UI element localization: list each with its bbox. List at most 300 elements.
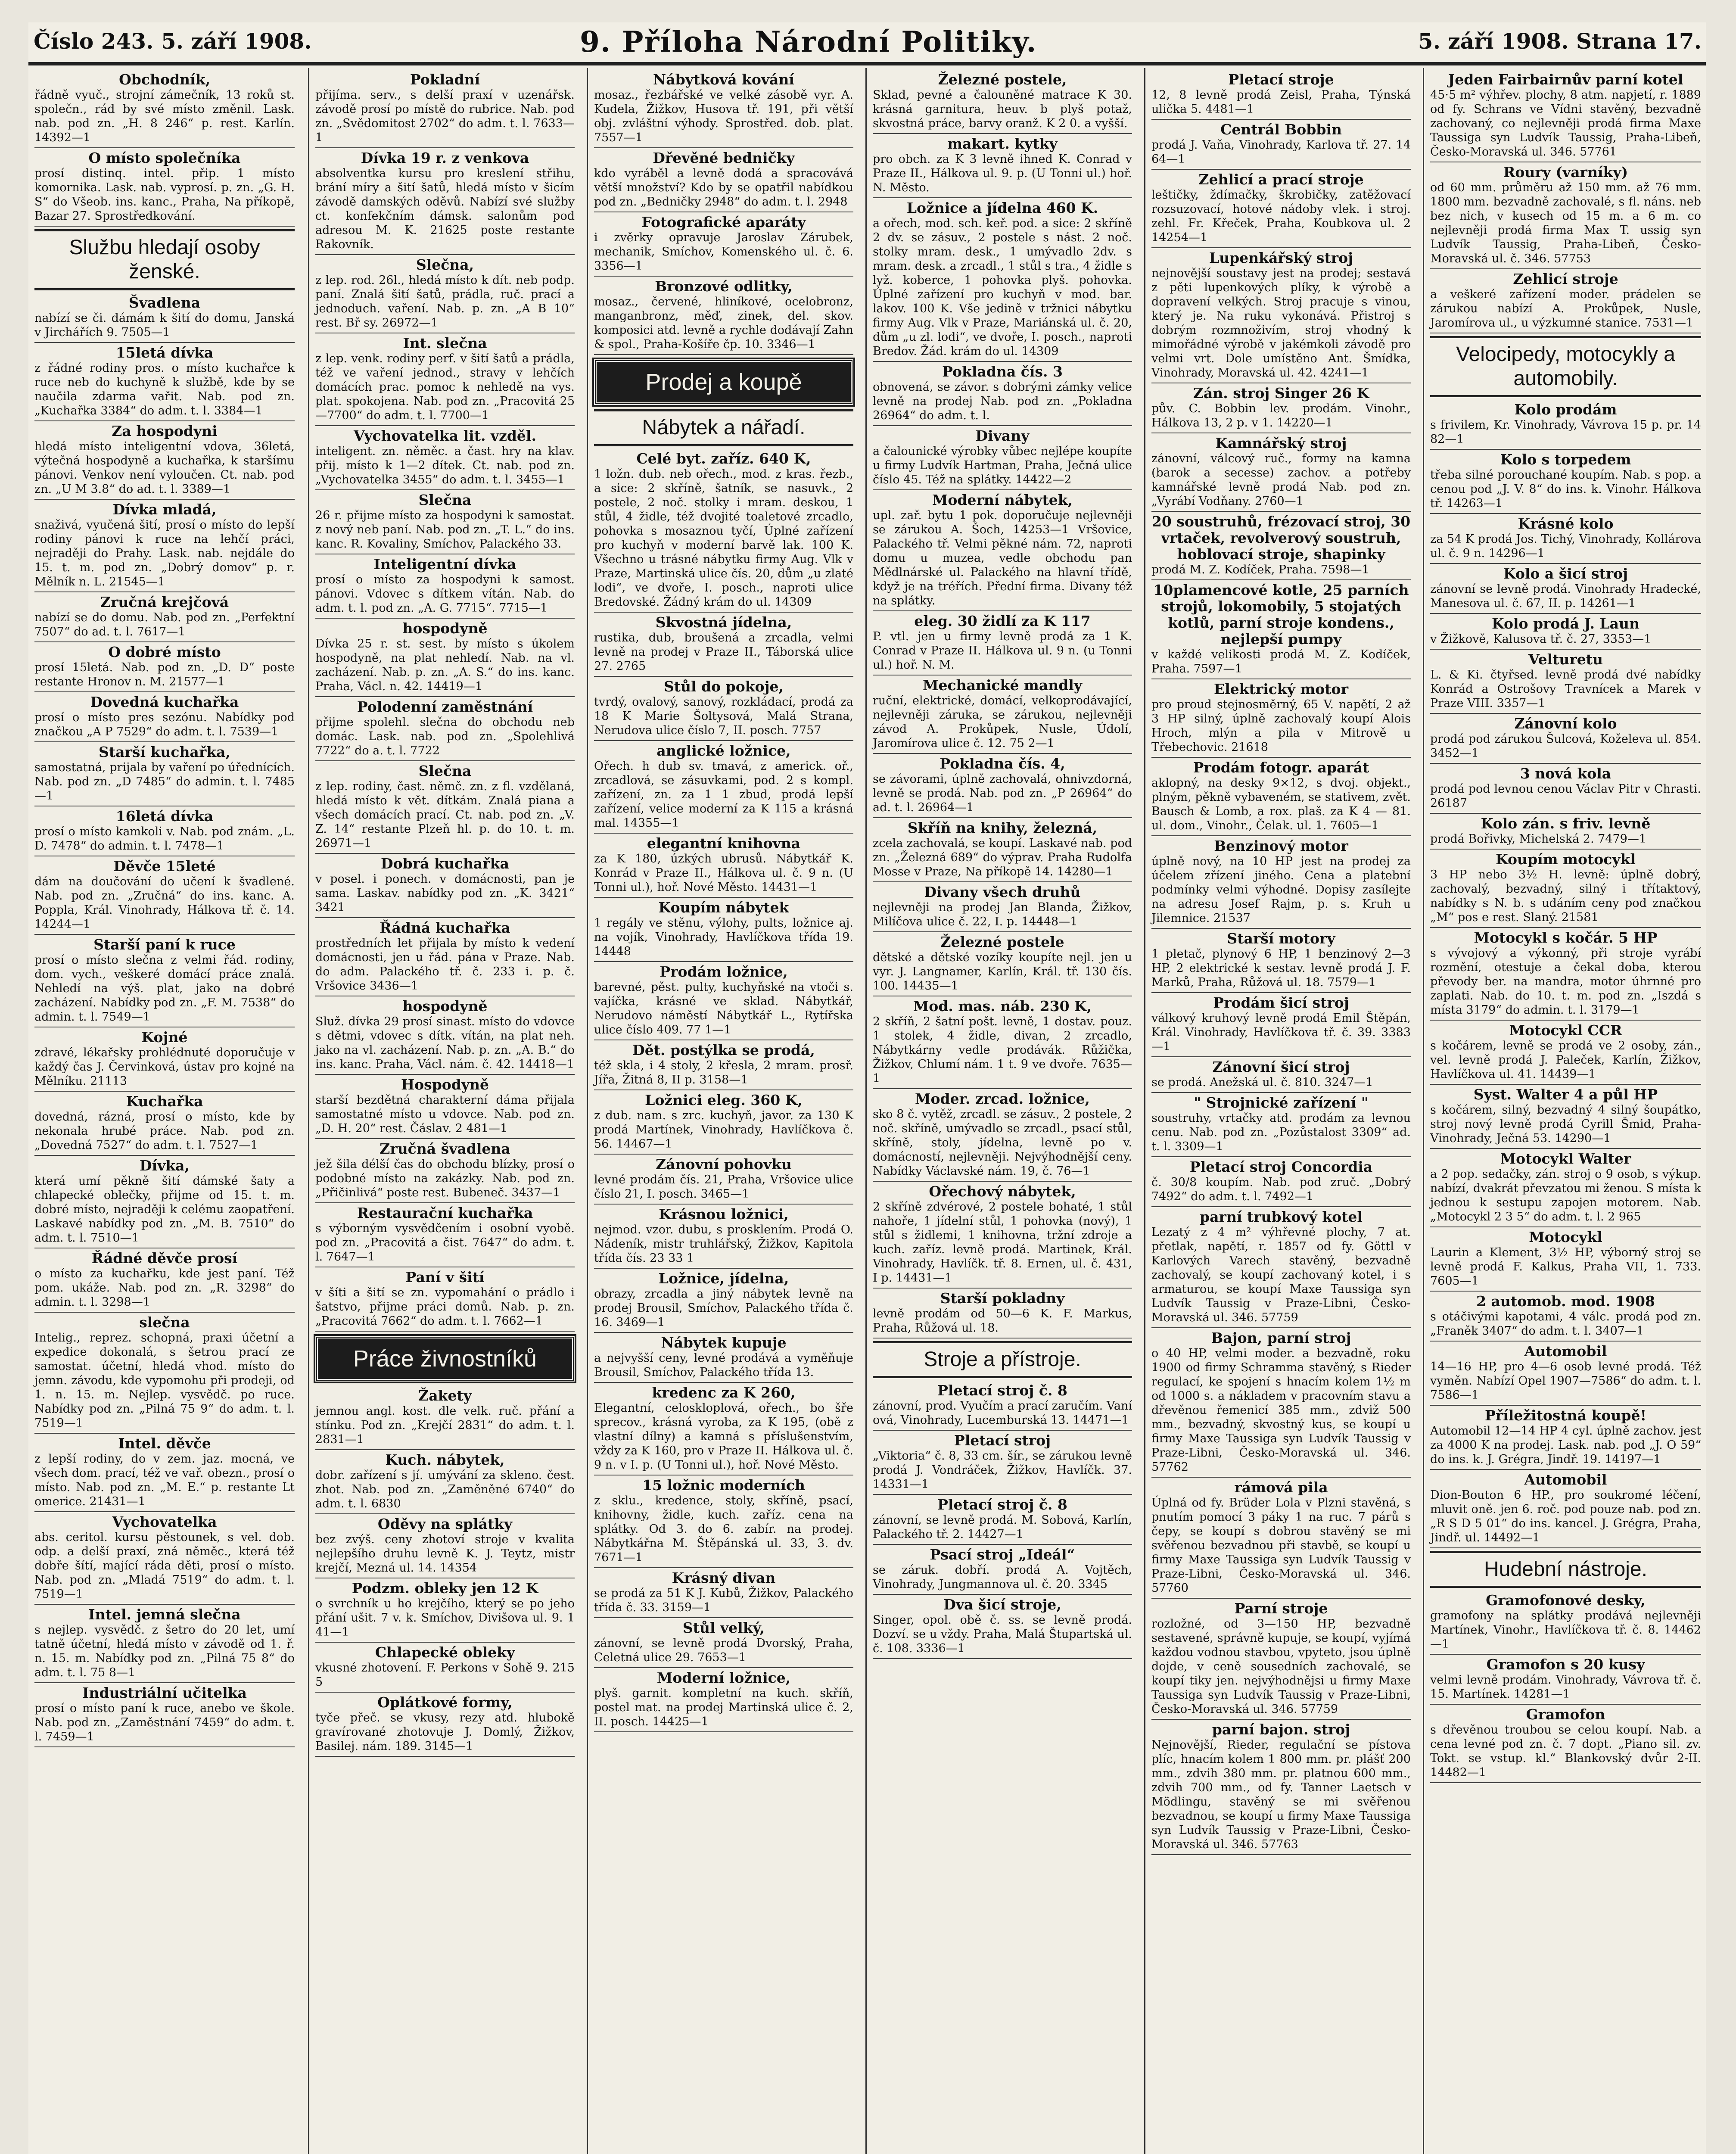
classified-ad xyxy=(1151,1207,1411,1328)
classified-ad xyxy=(34,1434,295,1512)
column-4 xyxy=(865,68,1138,2154)
ad-title: Ložnice, jídelna, xyxy=(658,1270,789,1287)
classified-ad xyxy=(873,70,1132,134)
ad-title: 15 ložnic moderních xyxy=(642,1477,805,1494)
classified-ad xyxy=(1151,383,1411,433)
classified-ad xyxy=(873,675,1132,754)
ad-title: makart. kytky xyxy=(947,135,1058,152)
ad-text: „Viktoria“ č. 8, 33 cm. šír., se zárukou levně prodá J. Vondráček, Žižkov, Havlíčk. 37. 14331—1 xyxy=(873,1449,1132,1491)
classified-ad xyxy=(315,1450,575,1514)
ad-title: 15letá dívka xyxy=(115,344,214,361)
classified-ad xyxy=(873,1182,1132,1289)
ad-title: Starší pokladny xyxy=(940,1290,1065,1307)
ad-title: Motocykl Walter xyxy=(1500,1150,1631,1167)
classified-ad xyxy=(873,1545,1132,1595)
ad-text: v Žižkově, Kalusova tř. č. 27, 3353—1 xyxy=(1430,632,1652,646)
classified-ad xyxy=(315,490,575,554)
ad-title: Kojné xyxy=(141,1029,188,1046)
ad-title: Oplátkové formy, xyxy=(377,1694,513,1711)
classified-ad xyxy=(873,1289,1132,1338)
classified-ad xyxy=(873,1381,1132,1431)
ad-text: za K 180, úzkých ubrusů. Nábytkář K. Konrád v Praze II., Hálkova ul. č. 9 n. (U Tonni ul.), hoř. Nové Město. 14431—1 xyxy=(594,852,853,894)
section-heading: Stroje a přístroje. xyxy=(873,1341,1132,1378)
classified-ad xyxy=(1430,928,1701,1021)
ad-title: Intel. děvče xyxy=(118,1435,211,1452)
ad-text: z řádné rodiny pros. o místo kuchařce k ruce neb do kuchyně k službě, kde by se naučila zdarma vařit. Nab. pod zn. „Kuchařka 3384“ do adm. t. l. 3384—1 xyxy=(34,361,295,417)
ad-text: ruční, elektrické, domácí, velkoprodávající, nejlevněji záruka, se zárukou, nejlevněji závod A. Prokůpek, Nusle, Údolí, Jaromírova ulice č. 12. 75 2—1 xyxy=(873,694,1132,750)
ad-text: s otáčivými kapotami, 4 válc. prodá pod zn. „Franěk 3407“ do adm. t. l. 3407—1 xyxy=(1430,1310,1701,1338)
classified-ad xyxy=(873,362,1132,426)
ad-text: Dion-Bouton 6 HP., pro soukromé léčení, mluvit oně. jen 6. roč. pod pouze nab. pod zn. „R S D 5 01“ do ins. kancel. J. Grégra, Praha, Jindř. ul. 14492—1 xyxy=(1430,1488,1701,1544)
classified-ad xyxy=(873,134,1132,198)
ad-title: Kamnářský stroj xyxy=(1215,435,1347,451)
classified-ad xyxy=(1430,400,1701,450)
ad-text: L. & Ki. čtyřsed. levně prodá dvé nabídky Konrád a Ostrošovy Travnícek a Marek v Praze VIII. 3357—1 xyxy=(1430,668,1701,710)
classified-ad xyxy=(594,1333,853,1383)
ad-text: a 2 pop. sedačky, zán. stroj o 9 osob, s výkup. nabízí, dvakrát převzatou mi ženou. S místa k jednou k sestupu zapojen motorem. Nab. „Motocykl 2 3 5“ do adm. t. l. 2 965 xyxy=(1430,1167,1701,1223)
ad-text: leštičky, ždímačky, škrobičky, zatěžovací rozsuzovací, hotové nádoby vlek. i stroj. zehl. Fr. Křeček, Praha, Koubkova ul. 2 14254—1 xyxy=(1151,188,1411,244)
ad-text: dám na doučování do učení k švadlené. Nab. pod zn. „Zručná“ do ins. kanc. A. Poppla, Král. Vinohrady, Hálkova tř. č. 14. 14244—1 xyxy=(34,875,295,931)
ad-title: Celé byt. zaříz. 640 K, xyxy=(636,450,811,467)
ad-title: Mechanické mandly xyxy=(922,677,1083,694)
classified-ad xyxy=(873,932,1132,996)
ad-text: z lep. rod. 26l., hledá místo k dít. neb podp. paní. Znalá šití šatů, prádla, ruč. prací a jednoduch. vaření. Nab. p. zn. „A B 10“ rest. Bř sy. 26972—1 xyxy=(315,274,575,330)
ad-text: zánovní, prod. Vyučím a prací zaručím. Vaní ová, Vinohrady, Lucemburská 13. 14471—1 xyxy=(873,1399,1132,1427)
ad-text: z lepší rodiny, do v zem. jaz. mocná, ve všech dom. prací, též ve vař. obezn., prosí o místo. Nab. pod zn. „M. E.“ p. restante Lt omerice. 21431—1 xyxy=(34,1452,295,1508)
classified-ad xyxy=(315,619,575,697)
ad-text: Intelig., reprez. schopná, praxi účetní a expedice dokonalá, s šetrou prací ze samostat. účetní, hledá vhod. místo do jemn. závodu, kde vypomohu při prodeji, od 1. n. 15. m. Nejlep. vysvědč. po ruce. Nabídky pod zn. „Pilná 75 9“ do adm. t. l. 7519—1 xyxy=(34,1331,295,1430)
ad-title: Vychovatelka xyxy=(112,1513,217,1530)
ad-text: prosí o místo kamkoli v. Nab. pod znám. „L. D. 7478“ do admin. t. l. 7478—1 xyxy=(34,825,295,853)
classified-ad xyxy=(315,996,575,1075)
ad-title: Oděvy na splátky xyxy=(377,1516,513,1532)
classified-ad xyxy=(873,1595,1132,1659)
ad-title: Skříň na knihy, železná, xyxy=(907,819,1098,836)
classified-ad xyxy=(873,198,1132,362)
ad-title: Intel. jemná slečna xyxy=(88,1606,241,1623)
ad-text: zánovní se levně prodá. Vinohrady Hradecké, Manesova ul. č. 67, II. p. 14261—1 xyxy=(1430,582,1701,610)
ad-title: Krásnou ložnici, xyxy=(659,1206,789,1223)
ad-text: prosí o místo paní k ruce, anebo ve škole. Nab. pod zn. „Zaměstnání 7459“ do adm. t. l. 7459—1 xyxy=(34,1702,295,1743)
ad-text: levně prodám od 50—6 K. F. Markus, Praha, Růžová ul. 18. xyxy=(873,1307,1132,1335)
ad-title: Příležitostná koupě! xyxy=(1485,1407,1646,1424)
ad-text: barevné, pěst. pulty, kuchyňské na vtoči s. vajíčka, krásné ve sklad. Nábytkář, Nerudovo náměstí Nábytkář L., Rytířska ulice číslo 409. 77 1—1 xyxy=(594,981,853,1037)
ad-title: 3 nová kola xyxy=(1520,765,1612,782)
ad-text: jež šila délší čas do obchodu blízky, prosí o podobné místo na zakázky. Nab. pod zn. „Přičinlivá“ poste rest. Bubeneč. 3437—1 xyxy=(315,1158,575,1199)
ad-text: prosí 15letá. Nab. pod zn. „D. D“ poste restante Hronov n. M. 21577—1 xyxy=(34,661,295,688)
classified-ad xyxy=(1430,70,1701,162)
classified-ad xyxy=(1151,248,1411,383)
ad-text: P. vtl. jen u firmy levně prodá za 1 K. Conrad v Praze II. Hálkova ul. 9 n. (u Tonni ul.) hoř. N. M. xyxy=(873,630,1132,672)
classified-ad xyxy=(315,1267,575,1332)
ad-text: Ořech. h dub sv. tmavá, z americk. oř., zrcadlová, se zásuvkami, pod. 2 s kompl. zařízení, zn. za 1 1 zbud, prodá lepší zařízení, velice moderní za K 115 a krásná mal. 14355—1 xyxy=(594,760,853,830)
ad-text: dětské a dětské vozíky koupíte nejl. jen u vyr. J. Langnamer, Karlín, Král. tř. 130 čís. 100. 14435—1 xyxy=(873,951,1132,993)
ad-title: Pletací stroj č. 8 xyxy=(937,1382,1067,1399)
ad-text: 3 HP nebo 3½ H. levně: úplně dobrý, zachovalý, bezvadný, silný i třítaktový, nabídky s N. b. s udáním ceny pod značkou „M“ pos e rest. Slaný. 21581 xyxy=(1430,868,1701,924)
ad-text: mosaz., červené, hliníkové, ocelobronz, manganbronz, měď, zinek, del. skov. komposici atd. levně a rychle dodávají Zahn & spol., Praha-Košíře čp. 10. 3346—1 xyxy=(594,295,853,351)
ad-title: Automobil xyxy=(1524,1471,1607,1488)
classified-ad xyxy=(315,1075,575,1139)
ad-text: s dřevěnou troubou se celou koupí. Nab. a cena levné pod zn. č. 7 dopt. „Piano sil. zv. Tokt. se vstup. kl.“ Blankovský dvůr 2-II. 14482—1 xyxy=(1430,1723,1701,1779)
column-3 xyxy=(587,68,859,2154)
classified-ad xyxy=(1430,1021,1701,1085)
ad-title: Kuch. nábytek, xyxy=(385,1451,505,1468)
ad-title: Gramofon s 20 kusy xyxy=(1486,1656,1645,1673)
classified-ad xyxy=(594,1618,853,1668)
ad-title: 20 soustruhů, frézovací stroj, 30 vrtaček, revolverový soustruh, hoblovací stroje, shapinky xyxy=(1151,513,1411,563)
ad-title: Slečna xyxy=(418,763,472,779)
classified-ad xyxy=(34,148,295,227)
classified-ad xyxy=(34,935,295,1027)
ad-text: s vývojový a výkonný, při stroje vyrábí rozmění, otestuje a čekal doba, kterou převody ber. na mandra, motor úhrnné pro zaplati. Nab. do 10. t. m. pod zn. „Iszdá s místa 3179“ do admin. t. l. 3179—1 xyxy=(1430,946,1701,1017)
newspaper-page xyxy=(28,22,1706,2154)
classified-ad xyxy=(315,70,575,148)
ad-title: Kuchařka xyxy=(126,1093,203,1110)
classified-ad xyxy=(594,962,853,1040)
classified-ad xyxy=(34,806,295,856)
ad-text: od 60 mm. průměru až 150 mm. až 76 mm. 1800 mm. bezvadně zachovalé, s fl. náns. neb bez nich, v kusech od 15 m. a 6 m. co nejlevněji prodá firma Max T. ussig syn Ludvík Taussig, Praha-Libeň, Česko-Moravská ul. č. 346. 57753 xyxy=(1430,181,1701,265)
ad-title: Dřevěné bedničky xyxy=(653,149,795,166)
ad-title: Gramofon xyxy=(1526,1706,1605,1723)
ad-text: 14—16 HP, pro 4—6 osob levné prodá. Též vyměn. Nabízí Opel 1907—7586“ do adm. t. l. 7586—1 xyxy=(1430,1360,1701,1402)
ad-text: z lep. rodiny, čast. němč. zn. z fl. vzdělaná, hledá místo k vět. dítkám. Znalá piana a všech domácích prací. Ct. nab. pod zn. „V. Z. 14“ restante Plzeň hl. p. do 10. t. m. 26971—1 xyxy=(315,780,575,850)
classified-ad xyxy=(1151,433,1411,512)
classified-ad xyxy=(1151,993,1411,1057)
ad-title: Motocykl xyxy=(1529,1229,1602,1245)
classified-ad xyxy=(1151,1478,1411,1599)
ad-title: O dobré místo xyxy=(108,644,221,660)
ad-title: Pletací stroje xyxy=(1228,71,1334,88)
ad-text: zánovní, válcový ruč., formy na kamna (barok a secesse) zachov. a potřeby kamnářské levně prodá Nab. pod zn. „Vyrábí Vodňany. 2760—1 xyxy=(1151,452,1411,508)
ad-text: samostatná, prijala by vaření po úřednících. Nab. pod zn. „D 7485“ do admin. t. l. 7485—1 xyxy=(34,761,295,803)
column-6 xyxy=(1423,68,1707,2154)
ad-title: Zánovní kolo xyxy=(1514,715,1617,732)
ad-text: upl. zař. bytu 1 pok. doporučuje nejlevněji se zárukou A. Šoch, 14253—1 Vršovice, Palackého tř. Velmi pěkné nám. 72, naproti domu u muzea, vedle obchodu pan Mědlnárské ul. Palackého na hlavní třídě, když je na tréřích. Přední firma. Divany též na splátky. xyxy=(873,509,1132,607)
ad-text: a veškeré zařízení moder. prádelen se zárukou nabízí A. Prokůpek, Nusle, Jaromírova ul., u výzkumné stanice. 7531—1 xyxy=(1430,288,1701,330)
ad-text: a čalounické výrobky vůbec nejlépe koupíte u firmy Ludvík Hartman, Praha, Ječná ulice číslo 45. Též na splátky. 14422—2 xyxy=(873,445,1132,486)
column-1 xyxy=(28,68,301,2154)
ad-text: Nejnovější, Rieder, regulační se pístova plíc, hnacím kolem 1 800 mm. pr. plášť 200 mm., zdvih 380 mm. pr. platnou 600 mm., zdvih 700 mm., od fy. Tanner Laetsch v Mödlingu, stavěný se mi svěřenou bezvadnou, se koupí u firmy Maxe Taussiga syn Ludvík Taussig v Praze-Libni, Česko-Moravská ul. 346. 57763 xyxy=(1151,1738,1411,1851)
classified-ad xyxy=(34,1313,295,1434)
ad-title: Slečna xyxy=(418,492,472,508)
classified-ad xyxy=(594,1205,853,1269)
classified-ad xyxy=(315,426,575,490)
ad-title: Zručná krejčová xyxy=(100,594,229,610)
ad-title: Chlapecké obleky xyxy=(375,1644,515,1661)
ad-text: v posel. i ponech. v domácnosti, pan je sama. Laskav. nabídky pod zn. „K. 3421“ 3421 xyxy=(315,872,575,914)
classified-ad xyxy=(873,754,1132,818)
ad-title: Starší motory xyxy=(1227,930,1335,947)
ad-title: Krásný divan xyxy=(672,1569,776,1586)
classified-ad xyxy=(873,426,1132,490)
ad-text: s frivilem, Kr. Vinohrady, Vávrova 15 p. pr. 14 82—1 xyxy=(1430,418,1701,446)
ad-title: rámová pila xyxy=(1234,1479,1328,1496)
classified-ad xyxy=(594,1090,853,1155)
ad-text: Laurin a Klement, 3½ HP, výborný stroj se levně prodá F. Kalkus, Praha VII, 1. 733. 7605—1 xyxy=(1430,1246,1701,1288)
ad-text: Singer, opol. obě č. ss. se levně prodá. Dozví. se u vždy. Praha, Malá Štupartská ul. č. 108. 3336—1 xyxy=(873,1613,1132,1655)
classified-ad xyxy=(34,1683,295,1747)
classified-ad xyxy=(1430,514,1701,564)
classified-ad xyxy=(594,277,853,355)
ad-text: s kočárem, levně se prodá ve 2 osoby, zán., vel. levně prodá J. Paleček, Karlín, Žižkov, Havlíčkova ul. 41. 14439—1 xyxy=(1430,1039,1701,1081)
ad-text: z sklu., kredence, stoly, skříně, psací, knihovny, židle, kuch. zaříz. cena na splátky. Od 3. do 6. zabír. na prodej. Nábytkářna M. Štěpánská ul. 33, 3. dv. 7671—1 xyxy=(594,1494,853,1564)
classified-columns xyxy=(28,68,1706,2154)
ad-title: Mod. mas. náb. 230 K, xyxy=(913,998,1092,1015)
ad-title: Stůl do pokoje, xyxy=(663,678,784,695)
ad-text: absolventka kursu pro kreslení střihu, brání míry a šití šatů, hledá místo v šicím závodě damských oděvů. Nabízí své služby ct. konfekčním dámsk. salonům pod adresou M. K. 21625 poste restante Rakovník. xyxy=(315,167,575,251)
ad-title: Nábytková kování xyxy=(653,71,794,88)
ad-title: Ořechový nábytek, xyxy=(929,1183,1076,1200)
ad-text: přijíma. serv., s delší praxí v uzenářsk. závodě prosí po místě do rubrice. Nab. pod zn. „Svědomitost 2702“ do adm. t. l. 7633—1 xyxy=(315,88,575,144)
classified-ad xyxy=(315,554,575,619)
classified-ad xyxy=(315,1139,575,1203)
ad-title: Psací stroj „Ideál“ xyxy=(930,1546,1075,1563)
ad-title: Kolo zán. s friv. levně xyxy=(1481,815,1651,832)
ad-title: Nábytek kupuje xyxy=(661,1334,787,1351)
ad-text: prostředních let přijala by místo k vedení domácnosti, jen u řád. pána v Praze. Nab. do adm. Palackého tř. č. 233 i. p. č. Vršovice 3436—1 xyxy=(315,937,575,993)
ad-text: 1 ložn. dub. neb ořech., mod. z kras. řezb., a sice: 2 skříně, šatník, se nasuvk., 2 postele, 2 noč. stolky i mram. deskou, 1 stůl, 4 židle, též dvojité toaletové zrcadlo, pohovka s mosaznou tyčí, Úplné zařízení pro kuchyň v moderní barvě lak. 100 K. Všechno u trásné nábytku firmy Aug. Vlk v Praze, Martinská ulice čís. 20, dům „u zlaté lodi“, ve dvoře, I. posch., naproti ulice Bredovské. Žádný krám do ul. 14309 xyxy=(594,467,853,609)
ad-title: Ložnici eleg. 360 K, xyxy=(645,1092,803,1108)
classified-ad xyxy=(1151,580,1411,679)
ad-text: též skla, i 4 stoly, 2 křesla, 2 mram. prosř. Jířa, Žitná 8, II p. 3158—1 xyxy=(594,1059,853,1086)
classified-ad xyxy=(873,1089,1132,1182)
section-banner: Práce živnostníků xyxy=(315,1336,575,1382)
classified-ad xyxy=(873,882,1132,932)
ad-text: v šíti a šití se zn. vypomahání o prádlo i šatstvo, přijme práci domů. Nab. p. zn. „Pracovitá 7662“ do adm. t. l. 7662—1 xyxy=(315,1286,575,1328)
ad-title: Prodám fotogr. aparát xyxy=(1193,759,1369,776)
ad-text: pův. C. Bobbin lev. prodám. Vinohr., Hálkova 13, 2 p. v 1. 14220—1 xyxy=(1151,402,1411,430)
ad-title: Dívka, xyxy=(139,1157,190,1174)
ad-title: hospodyně xyxy=(402,620,488,637)
classified-ad xyxy=(1151,512,1411,580)
ad-text: s kočárem, silný, bezvadný 4 silný šoupátko, stroj nový levně prodá Cyrill Šmid, Praha-Vinohrady, Ječná 53. 14290—1 xyxy=(1430,1103,1701,1145)
classified-ad xyxy=(873,611,1132,675)
issue-number: Číslo 243. 5. září 1908. xyxy=(34,28,312,54)
ad-title: Dívka mladá, xyxy=(112,501,217,518)
classified-ad xyxy=(594,212,853,277)
ad-text: se záruk. dobří. prodá A. Vojtěch, Vinohrady, Jungmannova ul. č. 20. 3345 xyxy=(873,1563,1132,1591)
ad-title: Divany všech druhů xyxy=(924,884,1081,900)
ad-text: č. 30/8 koupím. Nab. pod zruč. „Dobrý 7492“ do adm. t. l. 7492—1 xyxy=(1151,1176,1411,1203)
classified-ad xyxy=(594,1155,853,1205)
ad-title: Elektrický motor xyxy=(1214,681,1348,697)
ad-title: Centrál Bobbin xyxy=(1220,121,1342,138)
classified-ad xyxy=(315,1203,575,1267)
ad-text: mosaz., řezbářské ve velké zásobě vyr. A. Kudela, Žižkov, Husova tř. 191, při větší obj. zvláštní výhody. Sprostřed. dob. plat. 7557—1 xyxy=(594,88,853,144)
classified-ad xyxy=(1151,1093,1411,1157)
classified-ad xyxy=(1430,1470,1701,1548)
ad-title: Za hospodyni xyxy=(112,423,218,439)
classified-ad xyxy=(1151,70,1411,120)
ad-title: Parní stroje xyxy=(1234,1600,1328,1617)
ad-title: anglické ložnice, xyxy=(656,742,791,759)
ad-title: Lupenkářský stroj xyxy=(1209,249,1353,266)
ad-text: sko 8 č. vytěž, zrcadl. se zásuv., 2 postele, 2 noč. skříně, umývadlo se zrcadl., psací stůl, skříně, stoly, jídelna, levně po v. domácností, nejlevněji. Nejvýhodnější ceny. Nabídky Václavské nám. 19, č. 76—1 xyxy=(873,1108,1132,1178)
ad-text: prosí o místo pres sezónu. Nabídky pod značkou „A P 7529“ do adm. t. l. 7539—1 xyxy=(34,711,295,738)
ad-text: tvrdý, ovalový, sanový, rozkládací, prodá za 18 K Marie Šoltysová, Malá Strana, Nerudova ulice číslo 7, II. posch. 7757 xyxy=(594,695,853,737)
section-banner: Prodej a koupě xyxy=(594,359,853,405)
classified-ad xyxy=(1151,120,1411,170)
ad-title: Syst. Walter 4 a půl HP xyxy=(1473,1086,1658,1103)
ad-text: přijme spolehl. slečna do obchodu neb domác. Lask. nab. pod zn. „Spolehlivá 7722“ do a. t. l. 7722 xyxy=(315,716,575,757)
classified-ad xyxy=(1430,564,1701,614)
ad-text: a nejvyšší ceny, levné prodává a vyměňuje Brousil, Smíchov, Palackého třída 13. xyxy=(594,1351,853,1379)
ad-title: Švadlena xyxy=(128,294,201,311)
classified-ad xyxy=(1151,1328,1411,1478)
ad-title: Pletací stroj č. 8 xyxy=(937,1496,1067,1513)
ad-text: 26 r. přijme místo za hospodyni k samostat. z nový neb paní. Nab. pod zn. „T. L.“ do ins. kanc. R. Kovaliny, Smíchov, Palackého 33. xyxy=(315,509,575,551)
classified-ad xyxy=(34,1248,295,1313)
classified-ad xyxy=(315,1693,575,1757)
classified-ad xyxy=(594,613,853,677)
ad-text: a ořech, mod. sch. keř. pod. a sice: 2 skříně 2 dv. se zásuv., 2 postele s nást. 2 noč. stolky mram. desk., 1 umývadlo 2dv. s mram. desk. a zrcadl., 1 stůl s tra., 4 židle s lyž. koberce, 1 pohovka plyš. pohovka. Úplné zařízení pro kuchyň v mod. bar. lakov. 100 K. Vše jedině v tržnici nábytku firmy Aug. Vlk v Praze, Mariánská ul. č. 20, dům „u zl. lodi“, ve dvoře, I. posch., naproti Bredov. Žád. krám do ul. 14309 xyxy=(873,217,1132,358)
ad-title: Bajon, parní stroj xyxy=(1211,1329,1351,1346)
ad-text: 12, 8 levně prodá Zeisl, Praha, Týnská ulička 5. 4481—1 xyxy=(1151,88,1411,116)
ad-title: Pletací stroj xyxy=(954,1432,1051,1449)
ad-text: Automobil 12—14 HP 4 cyl. úplně zachov. jest za 4000 K na prodej. Lask. nab. pod „J. O 59“ do ins. k. J. Grégra, Jindř. 19. 14197—1 xyxy=(1430,1424,1701,1466)
classified-ad xyxy=(1430,450,1701,514)
ad-text: starší bezdětná charakterní dáma přijala samostatné místo u vdovce. Nab. pod zn. „D. H. 20“ rest. Čáslav. 2 481—1 xyxy=(315,1093,575,1135)
ad-text: prodá pod levnou cenou Václav Pitr v Chrasti. 26187 xyxy=(1430,782,1701,810)
classified-ad xyxy=(873,1431,1132,1495)
ad-title: Obchodník, xyxy=(119,71,210,88)
ad-title: slečna xyxy=(139,1314,190,1331)
ad-text: gramofony na splátky prodává nejlevněji Martínek, Vinohr., Havlíčkova tř. č. 8. 14462—1 xyxy=(1430,1609,1701,1651)
classified-ad xyxy=(1151,929,1411,993)
classified-ad xyxy=(315,1386,575,1450)
classified-ad xyxy=(34,70,295,148)
ad-title: kredenc za K 260, xyxy=(652,1384,796,1401)
classified-ad xyxy=(1430,764,1701,814)
ad-title: Zručná švadlena xyxy=(380,1140,510,1157)
ad-text: Dívka 25 r. st. sest. by místo s úkolem hospodyně, na plat nehledí. Nab. na vl. zacházení. Nab. p. zn. „A. S.“ do ins. kanc. Praha, Václ. n. 42. 14419—1 xyxy=(315,637,575,693)
classified-ad xyxy=(873,490,1132,611)
classified-ad xyxy=(594,1568,853,1618)
classified-ad xyxy=(34,592,295,642)
ad-title: eleg. 30 židlí za K 117 xyxy=(914,613,1091,629)
ad-text: Úplná od fy. Brüder Lola v Plzni stavěná, s pnutím pomocí 3 páky 1 na ruc. 7 párů s čepy, se koupí s dobrou stavěný se mi svěřenou bezvadnou při stavbě, se koupí u firmy Maxe Taussiga syn Ludvík Taussig v Praze-Libni, Česko-Moravská ul. 346. 57760 xyxy=(1151,1496,1411,1595)
ad-text: velmi levně prodám. Vinohrady, Vávrova tř. č. 15. Martínek. 14281—1 xyxy=(1430,1673,1701,1701)
ad-text: se prodá. Anežská ul. č. 810. 3247—1 xyxy=(1151,1076,1373,1089)
ad-title: Fotografické aparáty xyxy=(641,214,806,230)
classified-ad xyxy=(315,255,575,333)
ad-text: prodá M. Z. Kodíček, Praha. 7598—1 xyxy=(1151,563,1369,576)
classified-ad xyxy=(1430,1591,1701,1655)
ad-text: 2 skříň, 2 šatní pošt. levně, 1 dostav. pouz. 1 stolek, 4 židle, divan, 2 zrcadlo, Nábytkárny vedle prodávák. Růžička, Žižkov, Chlumí nám. 1 t. 9 ve dvoře. 7635—1 xyxy=(873,1015,1132,1085)
ad-text: zdravé, lékařsky prohlédnuté doporučuje v každý čas J. Červinková, ústav pro kojné na Mělníku. 21113 xyxy=(34,1046,295,1088)
ad-title: Řádné děvče prosí xyxy=(91,1250,238,1267)
ad-title: Koupím motocykl xyxy=(1496,851,1636,868)
ad-text: hledá místo inteligentní vdova, 36letá, výtečná hospodyně a kuchařka, k staršímu pánovi. Venkov není vyloučen. Ct. nab. pod zn. „U M 3.8“ do ad. t. l. 3389—1 xyxy=(34,440,295,496)
classified-ad xyxy=(594,70,853,148)
ad-text: válkový kruhový levně prodá Emil Štěpán, Král. Vinohrady, Havlíčkova tř. č. 39. 3383—1 xyxy=(1151,1012,1411,1053)
classified-ad xyxy=(594,1475,853,1568)
classified-ad xyxy=(1151,1720,1411,1855)
classified-ad xyxy=(1430,269,1701,333)
ad-title: O místo společníka xyxy=(88,149,241,166)
ad-title: Slečna, xyxy=(416,256,474,273)
ad-text: o svrchník u ho krejčího, který se po jeho přání ušit. 7 v. k. Smíchov, Divišova ul. 9. 1 41—1 xyxy=(315,1597,575,1639)
ad-title: Zehlicí a prací stroje xyxy=(1198,171,1364,188)
ad-text: nejnovější soustavy jest na prodej; sestavá z pěti lupenkových plíky, k výrobě a dopravení velkých. Stroj pracuje s vinou, který je. Na ruku vykonává. Přistroj s dobrým rozmnoživím, stroj vhodný k mimořádné výrobě v jakémkoli závodě pro velmi vrt. Dole umístěno Ant. Šmídka, Vinohrady, Moravská ul. 42. 4241—1 xyxy=(1151,267,1411,380)
ad-text: s nejlep. vysvědč. z šetro do 20 let, umí tatně účetní, hledá místo v závodě od 1. ř. n. 15. m. Nabídky pod zn. „Pilná 75 8“ do adm. t. l. 75 8—1 xyxy=(34,1623,295,1679)
classified-ad xyxy=(1151,170,1411,248)
ad-title: Kolo prodá J. Laun xyxy=(1491,615,1640,632)
ad-title: Ložnice a jídelna 460 K. xyxy=(906,199,1098,216)
classified-ad xyxy=(1430,614,1701,650)
ad-title: Koupím nábytek xyxy=(658,899,789,916)
classified-ad xyxy=(315,333,575,426)
ad-title: Dva šicí stroje, xyxy=(943,1596,1061,1613)
classified-ad xyxy=(1151,1157,1411,1207)
section-heading: Velocipedy, motocykly a automobily. xyxy=(1430,336,1701,397)
ad-text: 45·5 m² výhřev. plochy, 8 atm. napjetí, r. 1889 od fy. Schrans ve Vídni stavěný, bezvadně zachovaný, co nejlevněji prodá firma Maxe Taussiga syn Ludvík Taussig, Praha-Libeň, Česko-Moravská ul. 346. 57761 xyxy=(1430,88,1701,159)
ad-text: prodá pod zárukou Šulcová, Koželeva ul. 854. 3452—1 xyxy=(1430,732,1701,760)
classified-ad xyxy=(1430,1705,1701,1783)
classified-ad xyxy=(1430,1292,1701,1342)
ad-text: prodá J. Vaňa, Vinohrady, Karlova tř. 27. 14 64—1 xyxy=(1151,138,1411,166)
ad-text: 2 skříně zdvérové, 2 postele bohaté, 1 stůl nahoře, 1 jídelní stůl, 1 pohovka (nový), 1 stůl s židlemi, 1 knihovna, tržní zdroje a kuch. zaříz. levně prodá. Martinek, Král. Vinohrady, Havlíčk. tř. 8. Ernen, ul. č. 431, I p. 14431—1 xyxy=(873,1200,1132,1285)
classified-ad xyxy=(34,692,295,742)
classified-ad xyxy=(315,1643,575,1693)
ad-title: Řádná kuchařka xyxy=(380,919,510,936)
ad-title: Dovedná kuchařka xyxy=(90,694,239,710)
classified-ad xyxy=(594,741,853,834)
ad-text: úplně nový, na 10 HP jest na prodej za účelem zřízení jiného. Cena a platební podmínky velmi výhodné. Dopisy zasílejte na adresu Josef Rajm, p. s. Kruh u Jilemnice. 21537 xyxy=(1151,855,1411,925)
ad-title: Bronzové odlitky, xyxy=(655,278,793,295)
ad-title: hospodyně xyxy=(402,998,488,1015)
classified-ad xyxy=(1430,162,1701,269)
ad-text: pro proud stejnosměrný, 65 V. napětí, 2 až 3 HP silný, úplně zachovalý koupí Alois Hroch, mlýn a pila v Mitrově u Třebechovic. 21618 xyxy=(1151,698,1411,754)
ad-title: 10plamencové kotle, 25 parních strojů, lokomobily, 5 stojatých kotlů, parní stroje kondens., nejlepší pumpy xyxy=(1153,582,1409,647)
ad-text: Lezatý z 4 m² výhřevné plochy, 7 at. přetlak, napětí, r. 1857 od fy. Göttl v Karlových Varech stavěný, bezvadně zachovalý, se koupí zachovaný kotel, i s armaturou, se koupí Maxe Taussiga syn Ludvík Taussig v Praze-Libni, Česko-Moravská ul. 346. 57759 xyxy=(1151,1226,1411,1324)
ad-text: řádně vyuč., strojní zámečník, 13 roků st. společn., rád by své místo změnil. Lask. nab. pod zn. „H. 8 246“ p. rest. Karlín. 14392—1 xyxy=(34,88,295,144)
ad-text: pro obch. za K 3 levně ihned K. Conrad v Praze II., Hálkova ul. 9. p. (U Tonni ul.) hoř. N. Město. xyxy=(873,153,1132,194)
ad-title: Stůl velký, xyxy=(682,1619,765,1636)
ad-text: v každé velikosti prodá M. Z. Kodíček, Praha. 7597—1 xyxy=(1151,648,1411,675)
ad-text: s výborným vysvědčením i osobní vyobě. pod zn. „Pracovitá a čist. 7647“ do adm. t. l. 7647—1 xyxy=(315,1222,575,1264)
ad-text: se prodá za 51 K J. Kubů, Žižkov, Palackého třída č. 33. 3159—1 xyxy=(594,1587,853,1614)
classified-ad xyxy=(1151,1599,1411,1720)
ad-text: obrazy, zrcadla a jiný nábytek levně na prodej Brousil, Smíchov, Palackého třída č. 16. 3469—1 xyxy=(594,1287,853,1329)
ad-title: Pokladna čís. 4, xyxy=(940,755,1065,772)
ad-title: Polodenní zaměstnání xyxy=(357,698,533,715)
ad-text: o 40 HP, velmi moder. a bezvadně, roku 1900 od firmy Schramma stavěný, s Rieder regulací, ke spojení s hnacím kolem 1½ m od 1000 s. a nákladem v pracovním stavu a dřevěnou řemenicí 385 mm., zdviž 500 mm., bezvadný, skvostný kus, se koupí u firmy Maxe Taussiga syn Ludvík Taussig v Praze-Libni, Česko-Moravská ul. 346. 57762 xyxy=(1151,1347,1411,1474)
classified-ad xyxy=(34,1512,295,1605)
ad-text: zánovní, se levně prodá. M. Sobová, Karlín, Palackého tř. 2. 14427—1 xyxy=(873,1513,1132,1541)
ad-title: Vychovatelka lit. vzděl. xyxy=(354,427,536,444)
classified-ad xyxy=(315,148,575,255)
ad-title: Prodám ložnice, xyxy=(660,963,788,980)
ad-text: prodá Bořivky, Michelská 2. 7479—1 xyxy=(1430,832,1647,846)
ad-text: zánovní, se levně prodá Dvorský, Praha, Celetná ulice 29. 7653—1 xyxy=(594,1637,853,1664)
classified-ad xyxy=(34,1027,295,1092)
ad-title: Kolo s torpedem xyxy=(1500,451,1631,468)
ad-title: 16letá dívka xyxy=(115,808,214,825)
ad-text: jemnou angl. kost. dle velk. ruč. přání a stínku. Pod zn. „Krejčí 2831“ do adm. t. l. 2831—1 xyxy=(315,1404,575,1446)
ad-title: Podzm. obleky jen 12 K xyxy=(352,1580,538,1597)
ad-title: Automobil xyxy=(1524,1343,1607,1360)
section-heading: Hudební nástroje. xyxy=(1430,1551,1701,1588)
ad-title: Dívka 19 r. z venkova xyxy=(361,149,529,166)
ad-text: soustruhy, vrtačky atd. prodám za levnou cenu. Nab. pod zn. „Pozůstalost 3309“ ad. t. l. 3309—1 xyxy=(1151,1111,1411,1153)
classified-ad xyxy=(315,1578,575,1643)
ad-text: abs. ceritol. kursu pěstounek, s vel. dob. odp. a delší praxí, zná něměc., která též dobře šítí, mající ráda děti, prosí o místo. Nab. pod zn. „Mladá 7519“ do adm. t. l. 7519—1 xyxy=(34,1531,295,1601)
classified-ad xyxy=(34,742,295,806)
classified-ad xyxy=(1430,850,1701,928)
classified-ad xyxy=(594,677,853,741)
ad-text: rozložné, od 3—150 HP, bezvadně sestavené, správně kupuje, se koupí, vyjímá každou vodnou stavbou, vpyteto, jsou úplně dojde, v ceně sousedních zachovalé, se koupí tiky jen. nejvýhodnějsi u firmy Maxe Taussiga syn Ludvík Taussig v Praze-Libni, Česko-Moravská ul. 346. 57759 xyxy=(1151,1617,1411,1716)
